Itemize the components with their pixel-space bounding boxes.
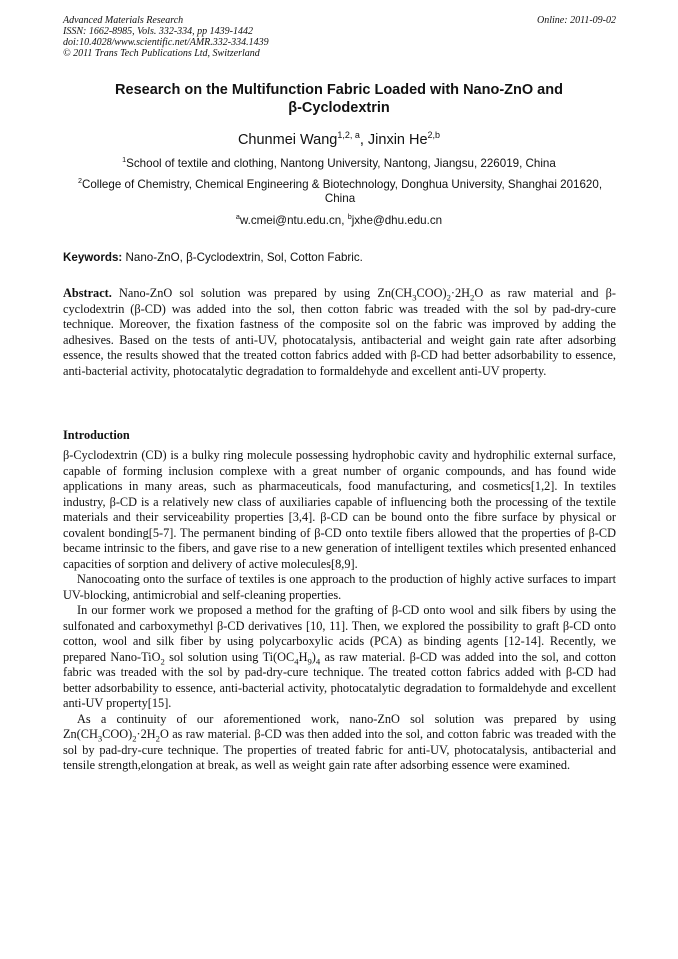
online-date: Online: 2011-09-02 bbox=[537, 15, 616, 26]
intro-p3-sub-1: 2 bbox=[160, 655, 165, 666]
abstract-text-4: O as raw material and β-cyclodextrin (β-CD) was added into the sol, then cotton fabric was treaded with the sol by pad-dry-cure technique. Moreover, the fixation fastness of the composite sol on the fabric was improved by adding the adhesives. Based on the tests of anti-UV, photocatalysis, antibacterial and weight gain rate after adsorbing essence, the results showed that the treated cotton fabrics added with β-CD had better adsorbability to essence, anti-bacterial activity, photocatalytic degradation to formaldehyde and excellent anti-UV property. bbox=[63, 286, 616, 378]
author-1-affil: 1,2, a bbox=[337, 130, 360, 141]
intro-p3-sub-2: 4 bbox=[294, 655, 299, 666]
abstract bbox=[63, 286, 616, 379]
email-a-mark: a bbox=[235, 212, 240, 222]
affiliation-1 bbox=[60, 157, 618, 171]
abstract-sub-1: 3 bbox=[412, 292, 417, 303]
intro-p4-text-a: As a continuity of our aforementioned work, nano-ZnO sol solution was prepared by using Zn(CH bbox=[63, 711, 616, 741]
issn-line: ISSN: 1662-8985, Vols. 332-334, pp 1439-1442 bbox=[63, 26, 253, 37]
abstract-sub-3: 2 bbox=[470, 292, 475, 303]
journal-name: Advanced Materials Research bbox=[63, 15, 184, 26]
intro-p3-sub-4: 4 bbox=[315, 655, 321, 666]
intro-p3-sub-3: 9 bbox=[307, 655, 312, 666]
abstract-text-3: ·2H bbox=[450, 286, 470, 300]
email-a[interactable]: w.cmei@ntu.edu.cn bbox=[239, 214, 342, 227]
intro-p4-sub-1: 3 bbox=[97, 733, 103, 744]
keywords-text: Nano-ZnO, β-Cyclodextrin, Sol, Cotton Fabric. bbox=[122, 251, 363, 264]
author-list bbox=[60, 131, 618, 149]
affiliation-2-mark: 2 bbox=[77, 176, 82, 186]
abstract-paragraph bbox=[63, 286, 616, 379]
paper-title bbox=[60, 81, 618, 117]
email-b[interactable]: jxhe@dhu.edu.cn bbox=[351, 214, 443, 227]
author-separator: , bbox=[359, 132, 368, 148]
email-b-mark: b bbox=[347, 212, 352, 222]
intro-p3-text-c: H bbox=[298, 649, 308, 664]
intro-p4-text-b: COO) bbox=[102, 727, 133, 741]
intro-p3-text-a: In our former work we proposed a method for the grafting of β-CD onto wool and silk fibers by using the sulfonated and carboxymethyl β-CD derivatives [10, 11]. Then, we explored the possibility to graft β-CD onto cotton, wool and silk fiber by using polycarboxylic acids (PCA) as binding agents [12-14]. Recently, we prepared Nano-TiO bbox=[63, 603, 616, 664]
intro-paragraph-2: Nanocoating onto the surface of textiles is one approach to the production of highly active surfaces to impart UV-blocking, antimicrobial and self-cleaning properties. bbox=[63, 572, 616, 602]
intro-p3-text-e: as raw material. β-CD was added into the sol, and cotton fabric was treaded with the sol by pad-dry-cure technique. The treated cotton fabrics added with β-CD had better adsorbability to essence, anti-bacterial activity, photocatalytic degradation to formaldehyde and excellent anti-UV property[15]. bbox=[63, 649, 617, 710]
email-line bbox=[60, 214, 618, 228]
intro-paragraph-4 bbox=[63, 712, 616, 774]
intro-p4-text-d: O as raw material. β-CD was then added into the sol, and cotton fabric was treaded with the sol by pad-dry-cure technique. The properties of treated fabric for anti-UV, photocatalysis, antibacterial and tensile strength,elongation at break, as well as weight gain rate after adsorbing essence were examined. bbox=[63, 727, 616, 772]
copyright-line: © 2011 Trans Tech Publications Ltd, Switzerland bbox=[63, 48, 260, 59]
author-2: Jinxin He bbox=[367, 132, 428, 148]
abstract-text-1: Nano-ZnO sol solution was prepared by using Zn(CH bbox=[111, 286, 413, 300]
author-1: Chunmei Wang bbox=[237, 132, 338, 148]
intro-p4-sub-2: 2 bbox=[132, 733, 137, 744]
title-line-1: Research on the Multifunction Fabric Loaded with Nano-ZnO and bbox=[115, 82, 563, 98]
affiliation-2 bbox=[70, 178, 610, 206]
keywords bbox=[63, 251, 616, 265]
intro-p3-text-b: sol solution using Ti(OC bbox=[164, 649, 295, 664]
intro-p3-text-d: ) bbox=[311, 649, 316, 664]
author-2-affil: 2,b bbox=[427, 130, 441, 141]
abstract-text-2: COO) bbox=[416, 286, 447, 300]
intro-paragraph-1: β-Cyclodextrin (CD) is a bulky ring molecule possessing hydrophobic cavity and hydrophilic external surface, capable of forming inclusion complexe with a great number of organic compounds, and has found wide applications in many areas, such as pharmaceuticals, food manufacturing, and cosmetics[1,2]. In textiles industry, β-CD is a relatively new class of auxiliaries capable of influencing both the processing of the textile materials and their serviceability properties [3,4]. β-CD can be bound onto the fibre surface by physical or covalent bonding[5-7]. The permanent binding of β-CD onto textile fibers allowed that the properties of β-CD became intrinsic to the fibers, and gave rise to a new generation of intelligent textiles which presented enhanced capacities of sorption and delivery of active molecules[8,9]. bbox=[63, 448, 616, 571]
intro-paragraph-3 bbox=[63, 603, 616, 712]
introduction-heading: Introduction bbox=[63, 428, 130, 442]
intro-p4-sub-3: 2 bbox=[155, 733, 160, 744]
intro-p4-text-c: ·2H bbox=[136, 727, 156, 741]
introduction-body bbox=[63, 448, 616, 774]
abstract-sub-2: 2 bbox=[446, 292, 451, 303]
keywords-label: Keywords: bbox=[63, 251, 123, 264]
affiliation-1-mark: 1 bbox=[122, 155, 127, 165]
affiliation-2-text: College of Chemistry, Chemical Engineering & Biotechnology, Donghua University, Shanghai 201620, China bbox=[81, 178, 603, 205]
title-line-2: β-Cyclodextrin bbox=[288, 100, 390, 116]
affiliation-1-text: School of textile and clothing, Nantong University, Nantong, Jiangsu, 226019, China bbox=[126, 157, 556, 170]
abstract-label: Abstract. bbox=[63, 286, 112, 300]
journal-header bbox=[63, 15, 616, 59]
email-separator: , bbox=[341, 214, 348, 227]
doi-line[interactable]: doi:10.4028/www.scientific.net/AMR.332-334.1439 bbox=[63, 37, 269, 48]
